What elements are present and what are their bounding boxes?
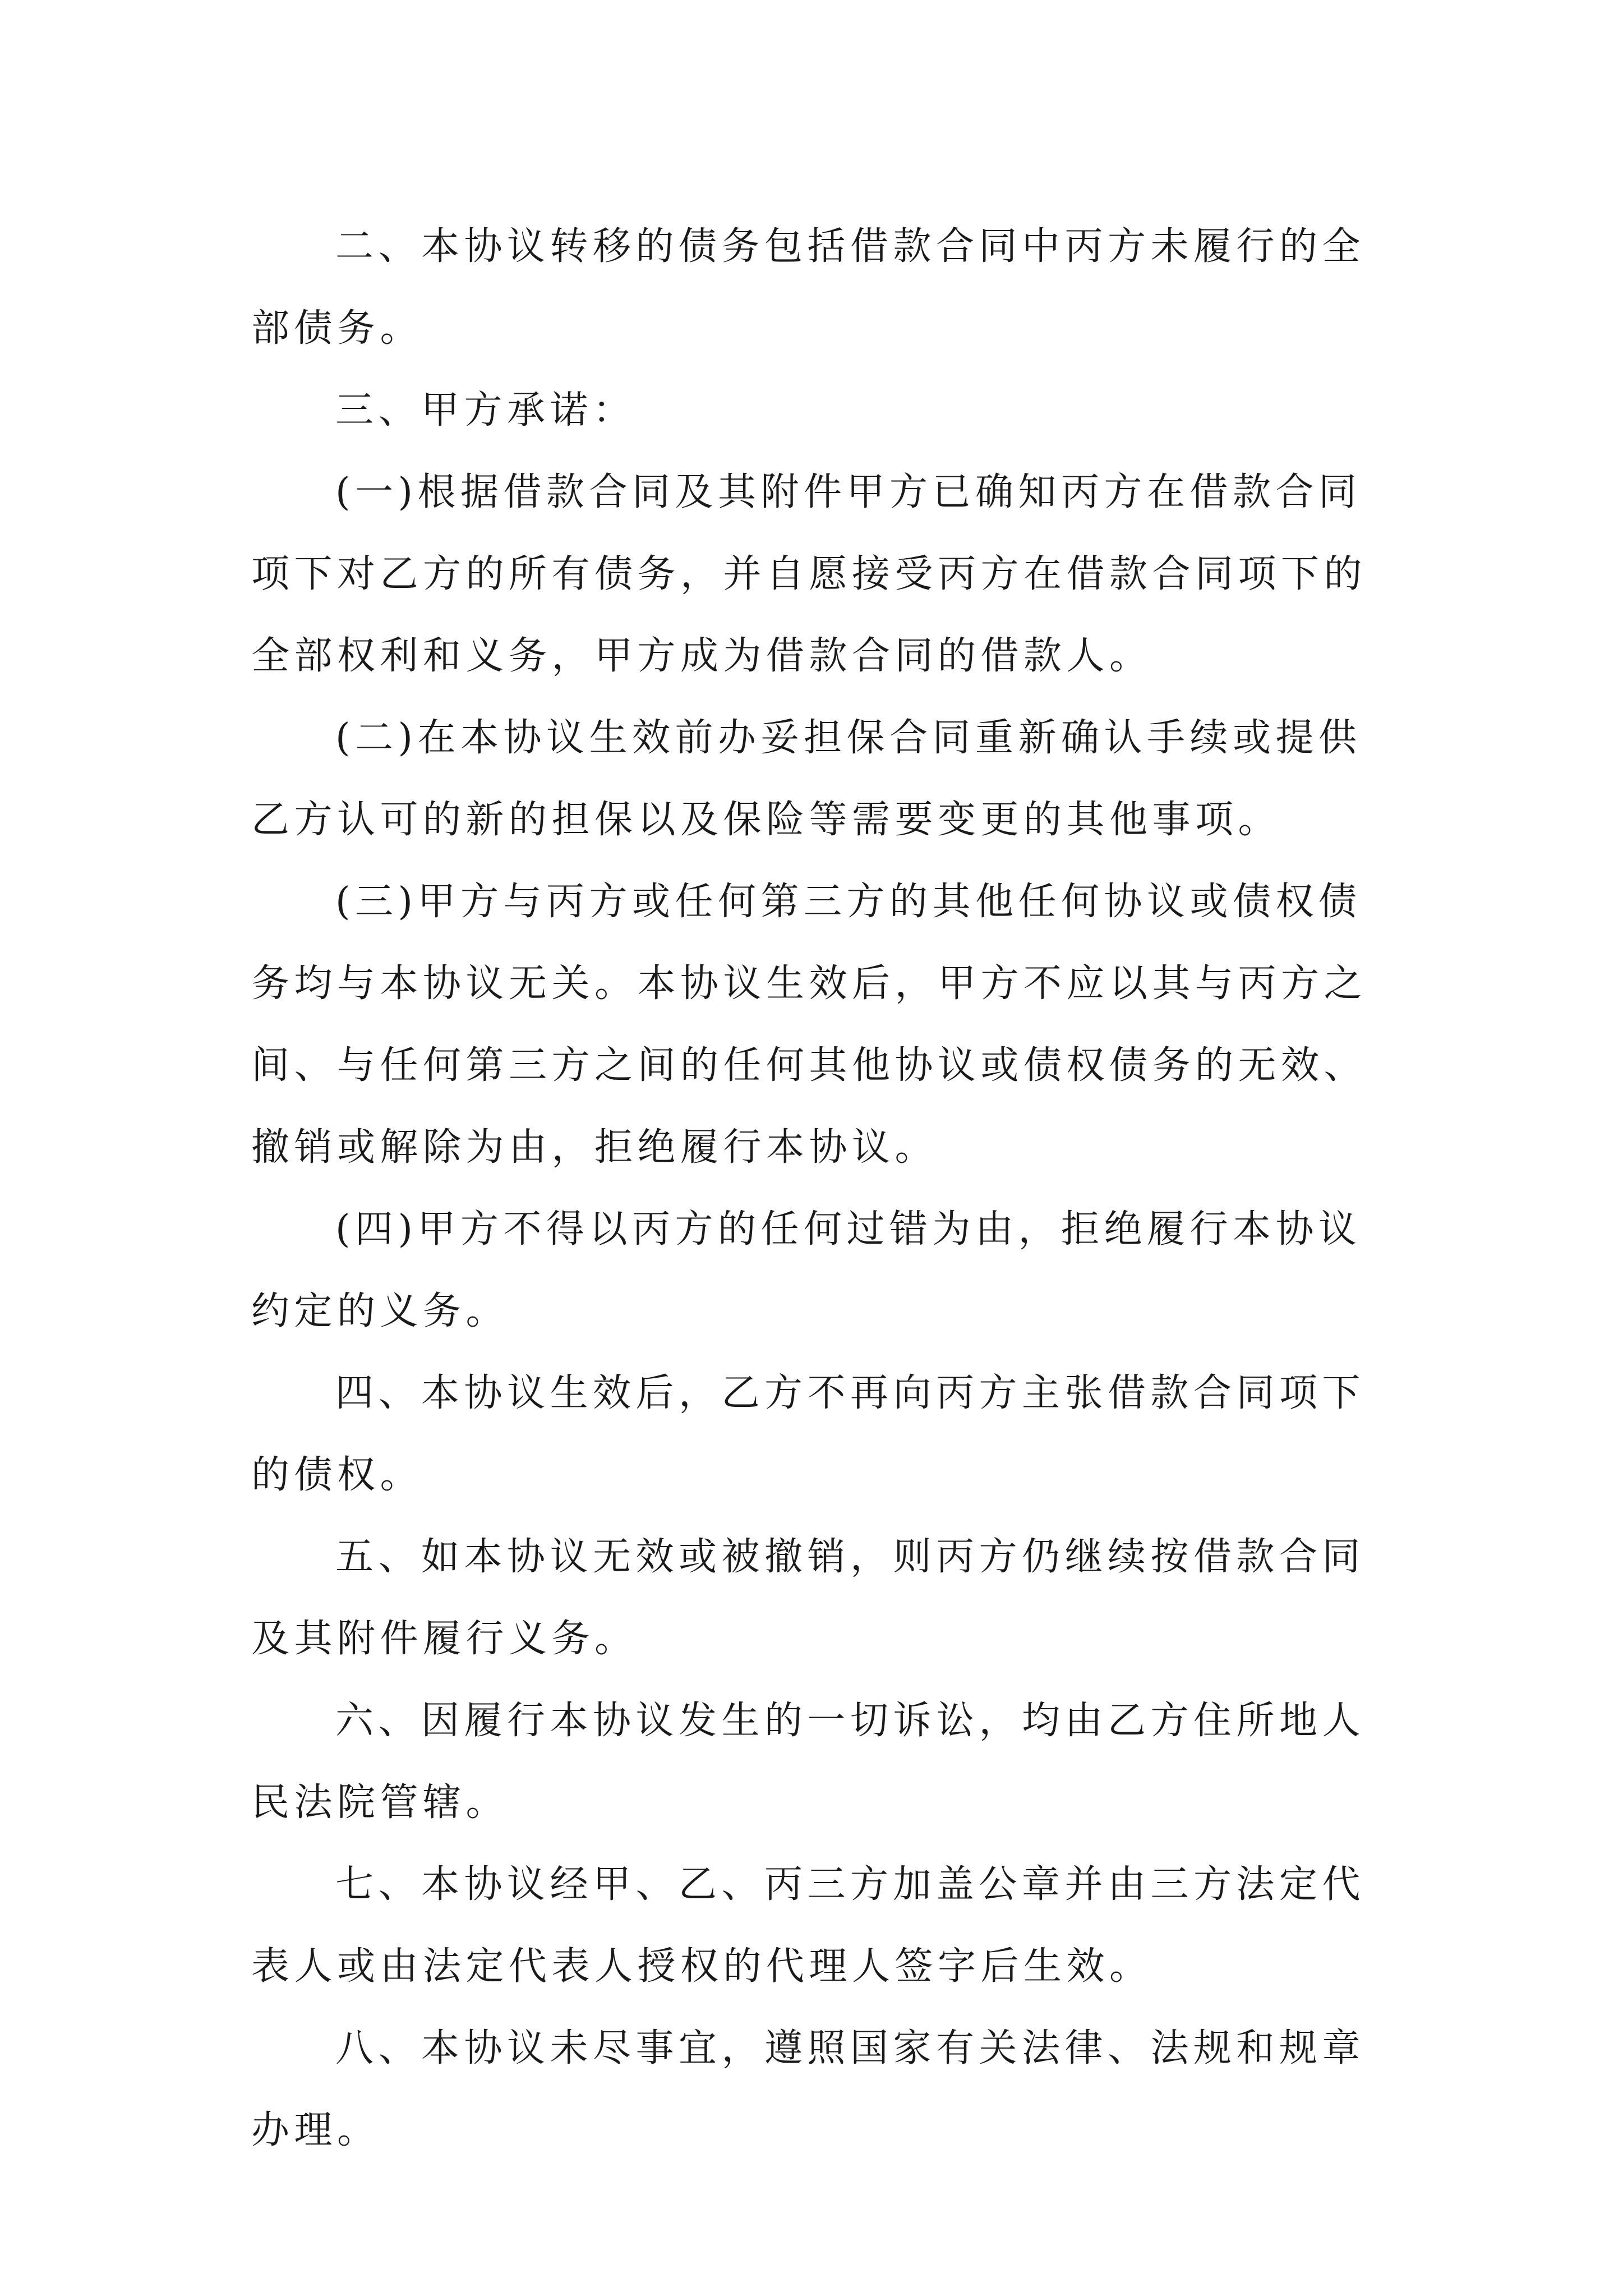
- text-line: 全部权利和义务，甲方成为借款合同的借款人。: [251, 634, 1152, 678]
- text-line: (一)根据借款合同及其附件甲方已确知丙方在借款合同: [335, 470, 1362, 514]
- text-line: (三)甲方与丙方或任何第三方的其他任何协议或债权债: [335, 880, 1362, 924]
- text-line: 及其附件履行义务。: [251, 1617, 638, 1661]
- text-line: 部债务。: [251, 306, 423, 351]
- text-line: 五、如本协议无效或被撤销，则丙方仍继续按借款合同: [335, 1535, 1366, 1579]
- text-line: 二、本协议转移的债务包括借款合同中丙方未履行的全: [335, 224, 1366, 269]
- text-line: (四)甲方不得以丙方的任何过错为由，拒绝履行本协议: [335, 1207, 1362, 1251]
- text-line: 撤销或解除为由，拒绝履行本协议。: [251, 1125, 938, 1170]
- text-line: 务均与本协议无关。本协议生效后，甲方不应以其与丙方之: [251, 961, 1367, 1006]
- text-line: 乙方认可的新的担保以及保险等需要变更的其他事项。: [251, 798, 1281, 842]
- document-body: [251, 206, 1390, 2171]
- text-line: 约定的义务。: [251, 1289, 509, 1333]
- text-line: 表人或由法定代表人授权的代理人签字后生效。: [251, 1944, 1152, 1989]
- text-line: 三、甲方承诺：: [335, 388, 636, 432]
- text-line: 六、因履行本协议发生的一切诉讼，均由乙方住所地人: [335, 1699, 1366, 1743]
- text-line: 办理。: [251, 2108, 380, 2152]
- text-line: 项下对乙方的所有债务，并自愿接受丙方在借款合同项下的: [251, 552, 1367, 596]
- text-line: 四、本协议生效后，乙方不再向丙方主张借款合同项下: [335, 1371, 1366, 1415]
- text-line: 八、本协议未尽事宜，遵照国家有关法律、法规和规章: [335, 2026, 1366, 2070]
- text-line: 七、本协议经甲、乙、丙三方加盖公章并由三方法定代: [335, 1862, 1366, 1907]
- text-line: 民法院管辖。: [251, 1780, 509, 1825]
- text-line: (二)在本协议生效前办妥担保合同重新确认手续或提供: [335, 716, 1362, 760]
- text-line: 间、与任何第三方之间的任何其他协议或债权债务的无效、: [251, 1043, 1367, 1088]
- text-line: 的债权。: [251, 1453, 423, 1497]
